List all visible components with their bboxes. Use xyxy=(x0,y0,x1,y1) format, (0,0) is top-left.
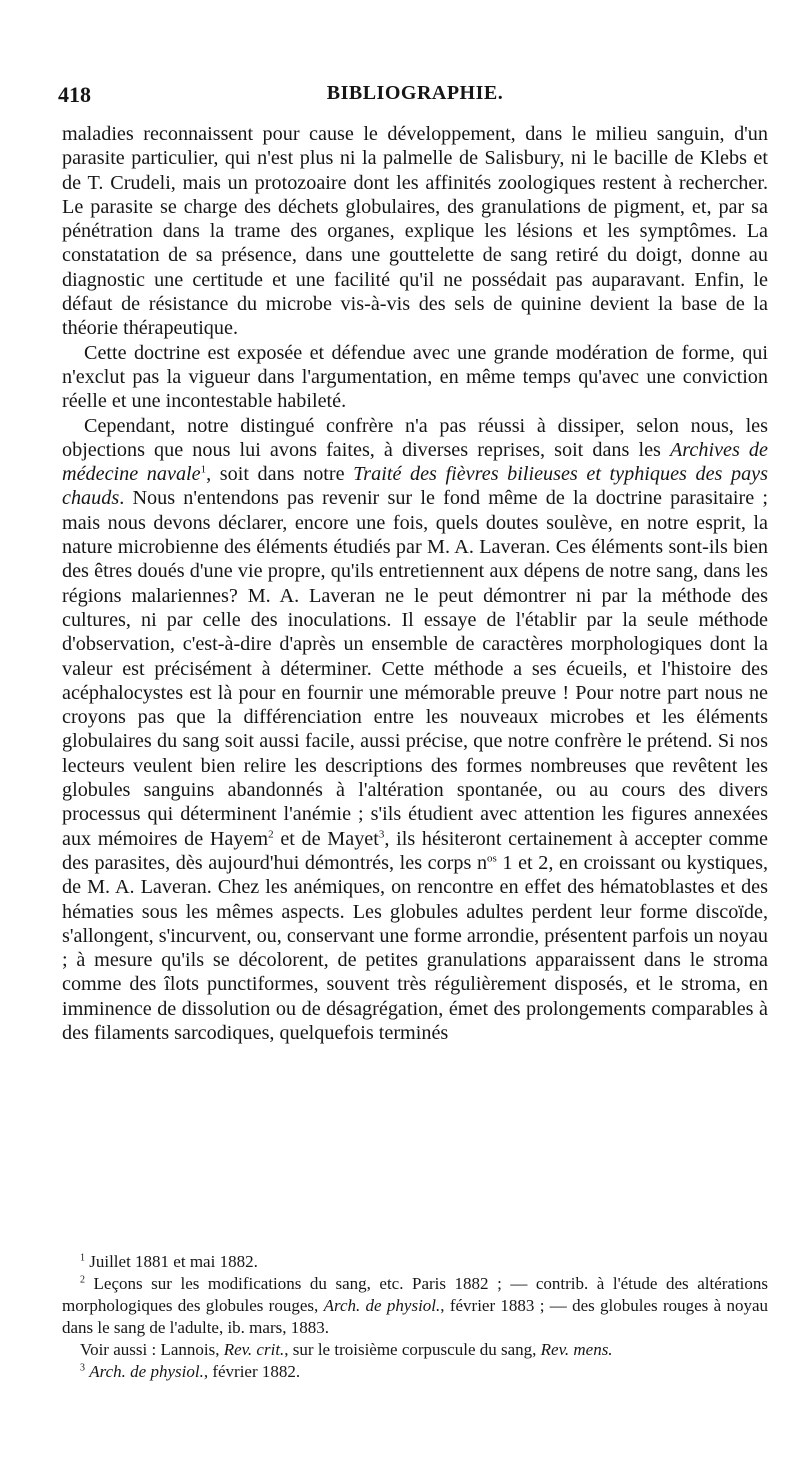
footnote-3-text-b: , février 1882. xyxy=(203,1362,301,1381)
paragraph-3-text-d: et de Mayet xyxy=(273,827,379,850)
paragraph-3-text-f: 1 et 2, en croissant ou kystiques, de M. A. Laveran. Chez les anémiques, on rencontre en effet des hématoblastes et des hématies sous les mêmes aspects. Les globules adultes perdent leur forme discoïde, s'allongent, s'incurvent, ou, conservant une forme arrondie, présentent parfois un noyau ; à mesure qu'ils se décolorent, de petites granulations apparaissent dans le stroma comme des îlots punctiformes, souvent très régulièrement disposés, et le stroma, en imminence de dissolution ou de désagrégation, émet des prolongements comparables à des filaments sarcodiques, quelquefois terminés xyxy=(62,851,768,1044)
document-page xyxy=(58,82,769,1381)
footnote-1-number: 1 xyxy=(80,1252,85,1264)
footnote-voir-text-a: Voir aussi : Lannois, xyxy=(80,1340,224,1359)
footnote-2-text-a: Leçons sur les modifications du sang, etc. Paris 1882 ; — contrib. à l'étude des altérations morphologiques des globules rouges, xyxy=(62,1274,769,1315)
paragraph-3-text-b: , soit dans notre xyxy=(206,463,354,486)
footnote-voir-journal-2: Rev. mens. xyxy=(540,1340,613,1359)
footnote-voir-aussi xyxy=(62,1339,768,1361)
footnote-ref-1: 1 xyxy=(200,463,207,476)
footnote-voir-journal-1: Rev. crit. xyxy=(223,1340,285,1359)
journal-title-archives: Archives de médecine navale xyxy=(62,438,768,486)
footnote-3-number: 3 xyxy=(80,1362,85,1374)
footnote-2 xyxy=(62,1273,768,1339)
paragraph-3-text-a: Cependant, notre distingué confrère n'a pas réussi à dissiper, selon nous, les objections que nous lui avons faites, à diverses reprises, soit dans les xyxy=(62,414,768,461)
footnote-ref-3: 3 xyxy=(378,827,385,840)
footnote-2-journal: Arch. de physiol. xyxy=(323,1296,441,1315)
footnote-2-number: 2 xyxy=(80,1274,85,1286)
paragraph-3-text-e: , ils hésiteront certainement à accepter comme des parasites, dès aujourd'hui démontrés, les corps n xyxy=(62,827,769,874)
footnote-voir-text-b: , sur le troisième corpuscule du sang, xyxy=(284,1340,541,1359)
footnote-2-text-b: , février 1883 ; — des globules rouges à noyau dans le sang de l'adulte, ib. mars, 1883. xyxy=(62,1296,768,1337)
superscript-os: os xyxy=(487,852,497,865)
book-title-traite: Traité des fièvres bilieuses et typhiques des pays chauds xyxy=(62,463,768,510)
footnote-1-text: Juillet 1881 et mai 1882. xyxy=(89,1252,258,1271)
paragraph-2: Cette doctrine est exposée et défendue avec une grande modération de forme, qui n'exclut pas la vigueur dans l'argumentation, en même temps qu'avec une conviction réelle et une incontestable habileté. xyxy=(62,341,768,413)
page-header xyxy=(58,82,768,122)
running-head: BIBLIOGRAPHIE. xyxy=(326,82,504,104)
page-number: 418 xyxy=(58,82,91,107)
body-text xyxy=(62,122,768,1045)
footnotes xyxy=(62,1251,768,1383)
paragraph-1: maladies reconnaissent pour cause le développement, dans le milieu sanguin, d'un parasite particulier, qui n'est plus ni la palmelle de Salisbury, ni le bacille de Klebs et de T. Crudeli, mais un protozoaire dont les affinités zoologiques restent à rechercher. Le parasite se charge des déchets globulaires, des granulations de pigment, et, par sa pénétration dans la trame des organes, explique les lésions et les symptômes. La constatation de sa présence, dans une gouttelette de sang retiré du doigt, donne au diagnostic une certitude et une facilité qu'il ne possédait pas auparavant. Enfin, le défaut de résistance du microbe vis-à-vis des sels de quinine devient la base de la théorie thérapeutique. xyxy=(62,123,768,340)
footnote-3 xyxy=(62,1361,768,1383)
paragraph-3 xyxy=(62,414,768,1046)
footnote-3-journal: Arch. de physiol. xyxy=(89,1362,204,1381)
paragraph-3-text-c: . Nous n'entendons pas revenir sur le fond même de la doctrine parasitaire ; mais nous devons déclarer, encore une fois, quels doutes soulève, en notre esprit, la nature microbienne des éléments étudiés par M. A. Laveran. Ces éléments sont-ils bien des êtres doués d'une vie propre, qu'ils entretiennent aux dépens de notre sang, dans les régions malariennes? M. A. Laveran ne le peut démontrer ni par la méthode des cultures, ni par celle des inoculations. Il essaye de l'établir par la seule méthode d'observation, c'est-à-dire d'après un ensemble de caractères morphologiques dont la valeur est précisément à déterminer. Cette méthode a ses écueils, et l'histoire des acéphalocystes est là pour en fournir une mémorable preuve ! Pour notre part nous ne croyons pas que la différenciation entre les nouveaux microbes et les éléments globulaires du sang soit aussi facile, aussi précise, que notre confrère le prétend. Si nos lecteurs veulent bien relire les descriptions des formes nombreuses que revêtent les globules sanguins abandonnés à l'altération spontanée, ou au cours des divers processus qui déterminent l'anémie ; s'ils étudient avec attention les figures annexées aux mémoires de Hayem xyxy=(62,487,768,850)
footnote-ref-2: 2 xyxy=(268,827,274,840)
footnote-1 xyxy=(62,1251,768,1273)
